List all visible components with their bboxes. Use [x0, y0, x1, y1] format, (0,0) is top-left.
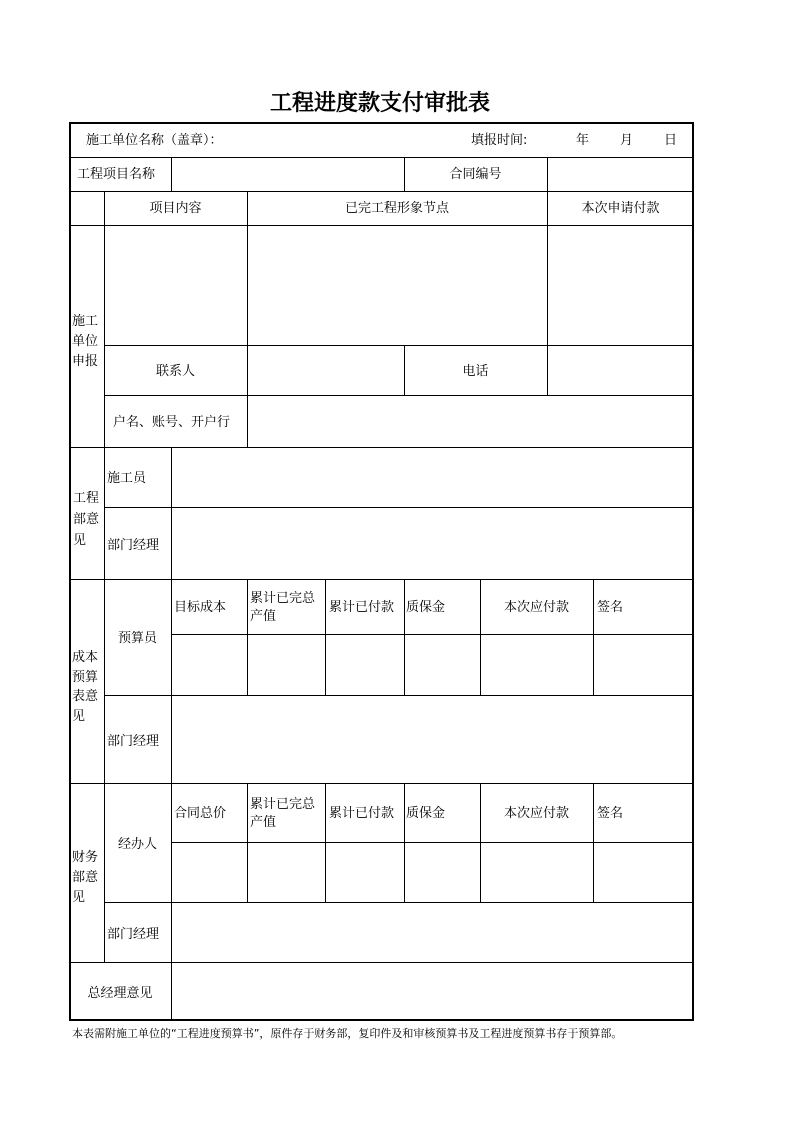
- this-payment-header: 本次申请付款: [581, 201, 660, 216]
- cost-target-field[interactable]: [172, 635, 246, 694]
- account-field[interactable]: [248, 396, 693, 446]
- gm-opinion-label: 总经理意见: [87, 986, 153, 1001]
- project-name-field[interactable]: [172, 158, 403, 190]
- cost-col-payable: 本次应付款: [503, 600, 569, 615]
- finance-signature-field[interactable]: [594, 843, 693, 901]
- contract-no-label: 合同编号: [449, 167, 502, 182]
- engineering-section-label: 工程 部意 见: [73, 491, 100, 548]
- cost-payable-field[interactable]: [481, 635, 592, 694]
- cost-col-signature: 签名: [597, 600, 624, 615]
- gm-opinion-field[interactable]: [172, 963, 693, 1019]
- cost-retention-field[interactable]: [405, 635, 479, 694]
- item-content-field[interactable]: [105, 226, 246, 344]
- budgeter-label: 预算员: [117, 631, 157, 646]
- cost-manager-field[interactable]: [172, 696, 693, 782]
- finance-col-contract-total: 合同总价: [174, 806, 227, 821]
- finance-paid-field[interactable]: [326, 843, 403, 901]
- finance-manager-label: 部门经理: [107, 927, 160, 942]
- finance-manager-field[interactable]: [172, 903, 693, 961]
- finance-section-label: 财务 部意 见: [72, 850, 99, 905]
- form-title: 工程进度款支付审批表: [269, 91, 490, 116]
- finance-col-payable: 本次应付款: [503, 806, 569, 821]
- finance-col-cumulative-output: 累计已完总 产值: [250, 797, 316, 830]
- contractor-section-label: 施工 单位 申报: [72, 314, 99, 369]
- unit-name-label: 施工单位名称（盖章）：: [86, 133, 223, 148]
- contact-field[interactable]: [248, 346, 403, 394]
- cost-section-label: 成本 预算 表意 见: [72, 650, 99, 724]
- col-divider: [104, 447, 105, 962]
- account-label: 户名、账号、开户行: [113, 415, 231, 430]
- finance-contract-field[interactable]: [172, 843, 246, 901]
- phone-field[interactable]: [548, 346, 693, 394]
- cost-paid-field[interactable]: [326, 635, 403, 694]
- completed-node-header: 已完工程形象节点: [344, 201, 449, 216]
- finance-output-field[interactable]: [248, 843, 324, 901]
- cost-col-target-cost: 目标成本: [174, 600, 227, 615]
- cost-manager-label: 部门经理: [107, 734, 160, 749]
- constructor-label: 施工员: [107, 471, 147, 486]
- cost-col-cumulative-output: 累计已完总 产值: [250, 591, 316, 624]
- finance-payable-field[interactable]: [481, 843, 592, 901]
- contract-no-field[interactable]: [548, 158, 693, 190]
- engineering-manager-label: 部门经理: [107, 538, 160, 553]
- handler-label: 经办人: [117, 837, 157, 852]
- cost-output-field[interactable]: [248, 635, 324, 694]
- engineering-manager-field[interactable]: [172, 508, 693, 578]
- finance-retention-field[interactable]: [405, 843, 479, 901]
- contact-label: 联系人: [155, 364, 195, 379]
- finance-col-cumulative-paid: 累计已付款: [329, 806, 395, 821]
- item-content-header: 项目内容: [149, 201, 202, 216]
- month-label: 月: [620, 133, 634, 148]
- day-label: 日: [664, 133, 678, 148]
- completed-node-field[interactable]: [248, 226, 546, 344]
- fill-time-label: 填报时间:: [471, 133, 528, 148]
- finance-col-retention: 质保金: [406, 806, 446, 821]
- row-divider: [69, 191, 694, 192]
- year-label: 年: [576, 133, 590, 148]
- this-payment-field[interactable]: [548, 226, 693, 344]
- cost-col-cumulative-paid: 累计已付款: [329, 600, 395, 615]
- row-divider: [69, 783, 694, 784]
- footnote: 本表需附施工单位的“工程进度预算书”，原件存于财务部，复印件及和审核预算书及工程进度预算书存于预算部。: [72, 1027, 623, 1040]
- finance-col-signature: 签名: [597, 806, 624, 821]
- constructor-opinion-field[interactable]: [172, 448, 693, 506]
- project-name-label: 工程项目名称: [77, 167, 156, 182]
- cost-col-retention: 质保金: [406, 600, 446, 615]
- row-divider: [69, 579, 694, 580]
- phone-label: 电话: [462, 364, 489, 379]
- cost-signature-field[interactable]: [594, 635, 693, 694]
